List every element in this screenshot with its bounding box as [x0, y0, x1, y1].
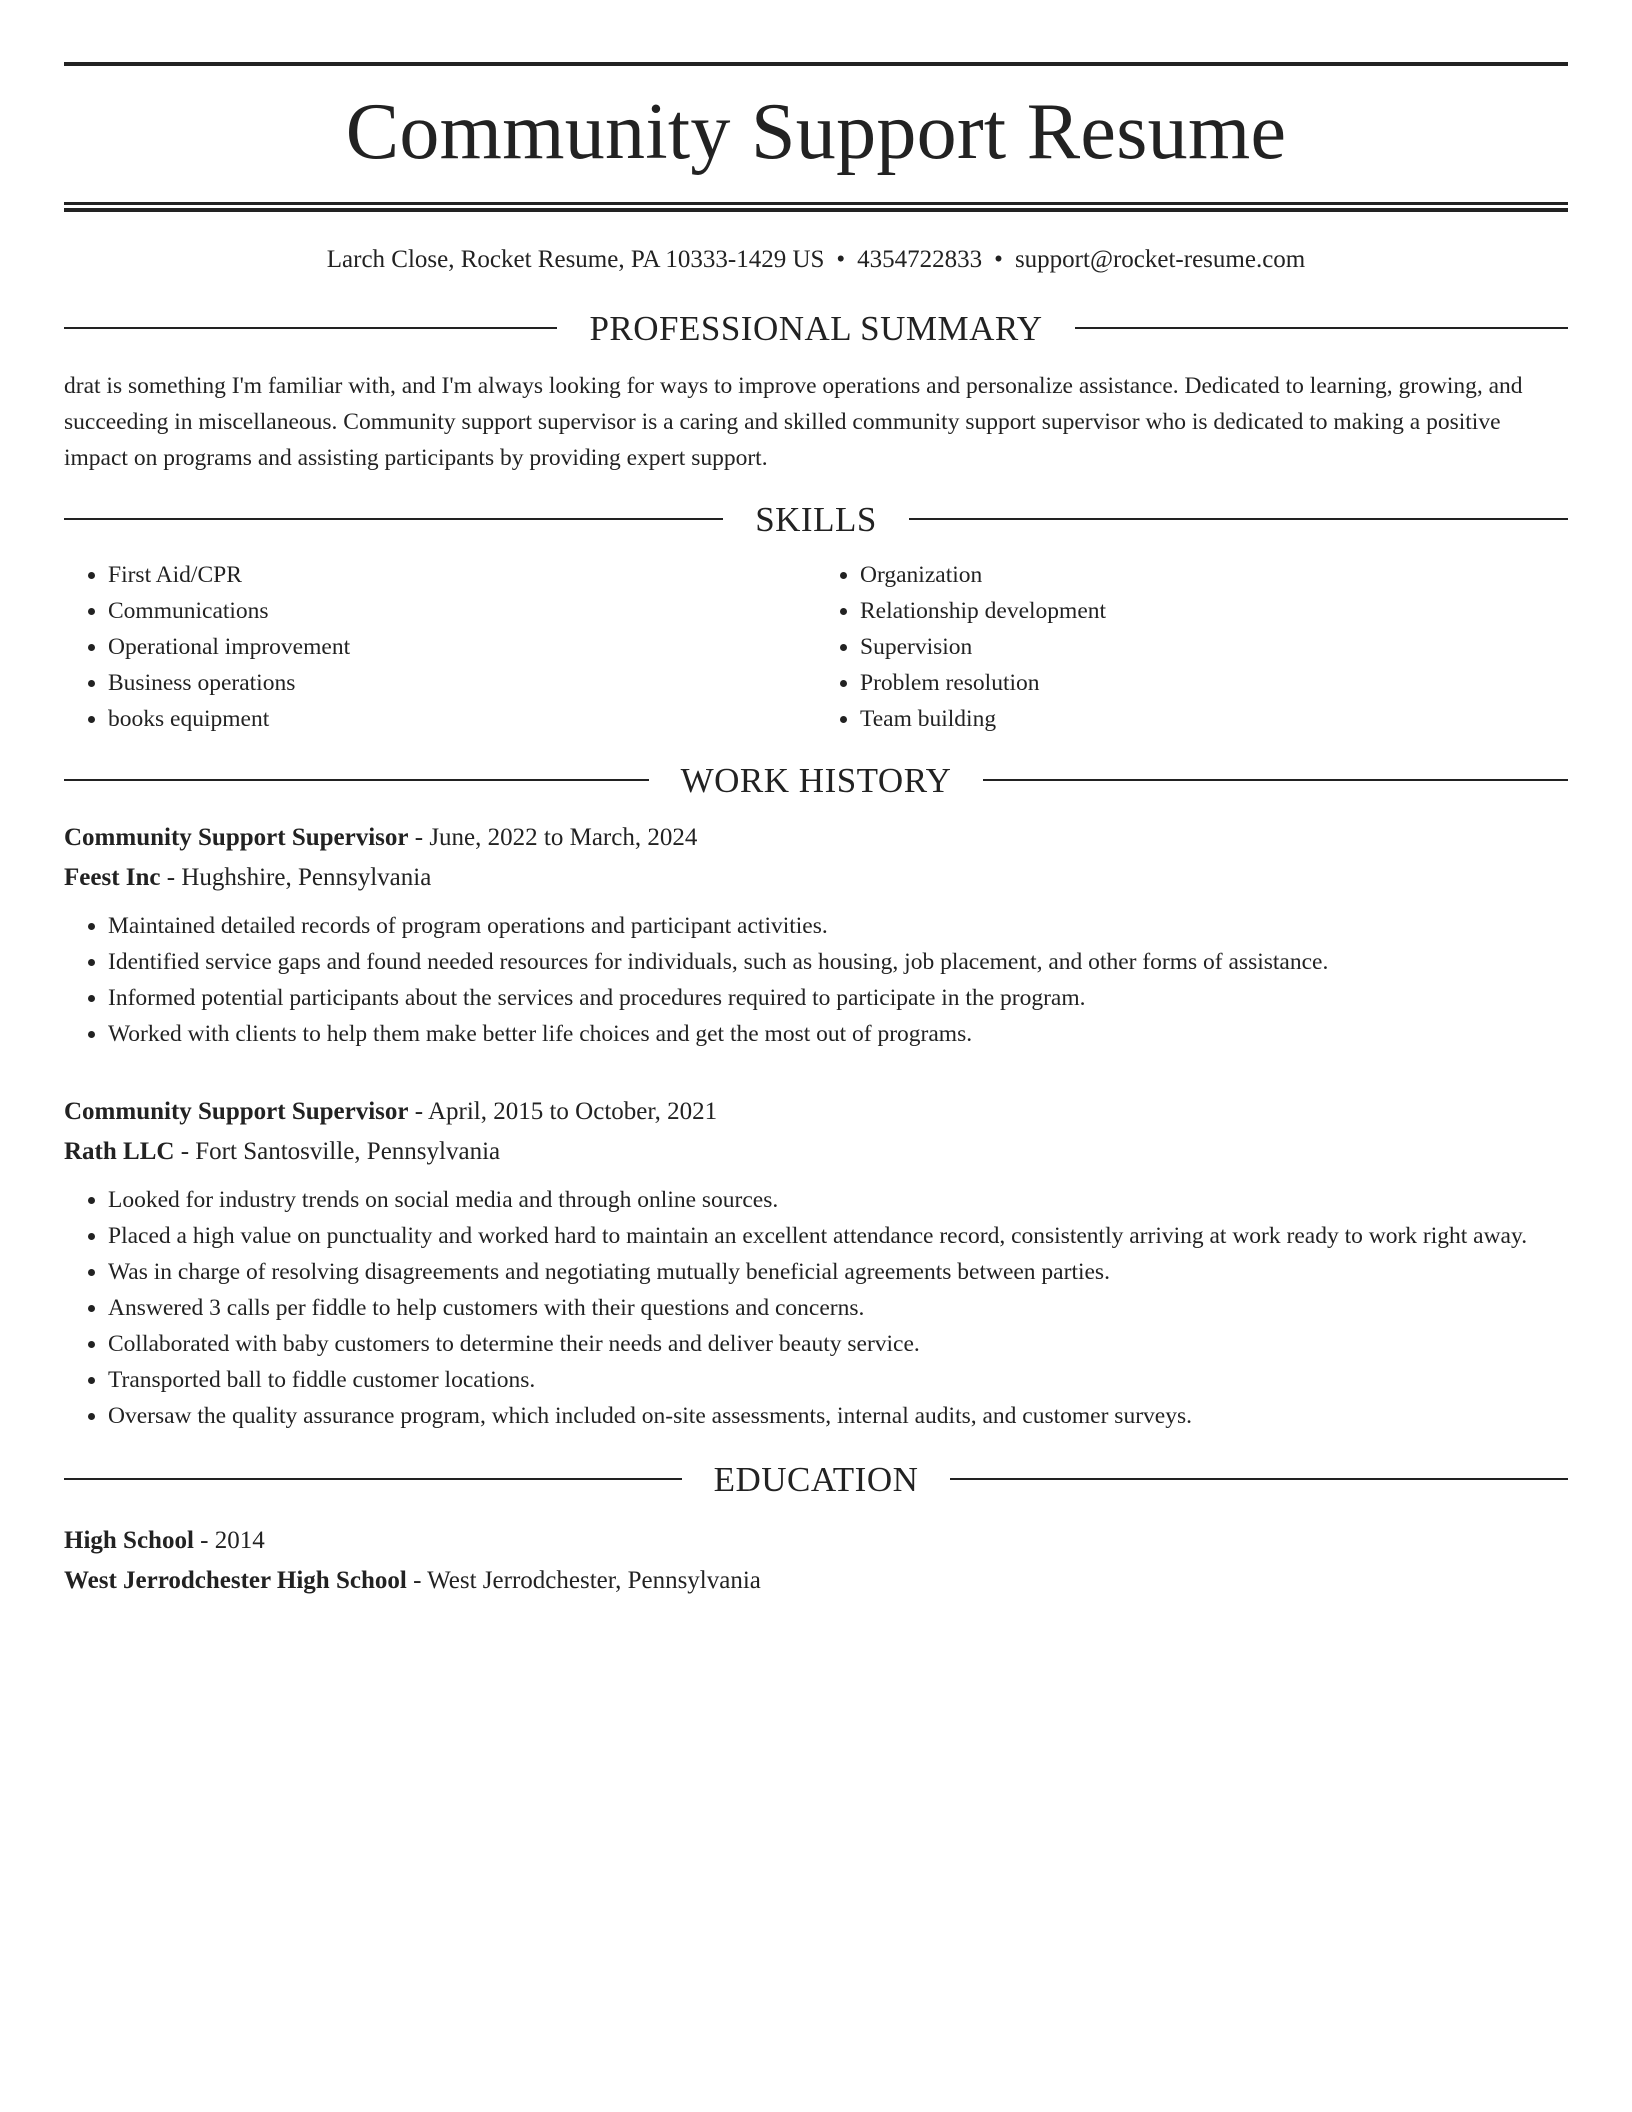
- job-bullet: • Identified service gaps and found needed resources for individuals, such as housing, job placement, and other forms of assistance.: [108, 944, 1568, 980]
- job-dates: - April, 2015 to October, 2021: [408, 1097, 718, 1125]
- job-title: Community Support Supervisor: [64, 823, 409, 851]
- contact-phone: 4354722833: [857, 246, 983, 273]
- section-rule: [950, 1478, 1568, 1480]
- skill-item: • Problem resolution: [860, 665, 1568, 701]
- job-title-line: [64, 818, 1568, 858]
- skill-item: • Communications: [108, 593, 816, 629]
- job-bullet: • Looked for industry trends on social media and through online sources.: [108, 1182, 1568, 1218]
- top-rule: [64, 62, 1568, 66]
- skill-item: • Team building: [860, 701, 1568, 737]
- section-rule: [64, 518, 723, 520]
- skill-item: • Supervision: [860, 629, 1568, 665]
- skills-column-left: [64, 557, 816, 737]
- summary-text: drat is something I'm familiar with, and I'm always looking for ways to improve operations and personalize assistance. Dedicated to learning, growing, and succeeding in miscellaneous. Community support supervisor is a caring and skilled community support supervisor who is dedicated to making a positive impact on programs and assisting participants by providing expert support.: [64, 372, 1523, 471]
- section-rule: [983, 779, 1568, 781]
- skill-item: • Relationship development: [860, 593, 1568, 629]
- section-title-work: WORK HISTORY: [680, 760, 952, 800]
- skill-item: • Organization: [860, 557, 1568, 593]
- section-title-skills: SKILLS: [755, 499, 877, 539]
- resume-title: Community Support Resume: [345, 88, 1287, 176]
- skill-item: • First Aid/CPR: [108, 557, 816, 593]
- section-rule: [64, 327, 557, 329]
- job-bullet: • Informed potential participants about the services and procedures required to participate in the program.: [108, 980, 1568, 1016]
- job-company: Feest Inc: [64, 863, 161, 891]
- skill-item: • books equipment: [108, 701, 816, 737]
- title-double-rule: [64, 202, 1568, 212]
- skills-list: [64, 557, 1568, 737]
- education-entry: [64, 1521, 1568, 1601]
- section-header-work: [64, 760, 1568, 800]
- job-bullet: • Was in charge of resolving disagreements and negotiating mutually beneficial agreements between parties.: [108, 1254, 1568, 1290]
- contact-separator: •: [836, 246, 846, 273]
- job-bullet: • Worked with clients to help them make better life choices and get the most out of programs.: [108, 1016, 1568, 1052]
- job-dates: - June, 2022 to March, 2024: [408, 823, 698, 851]
- section-title-summary: PROFESSIONAL SUMMARY: [589, 308, 1043, 348]
- section-rule: [64, 1478, 682, 1480]
- contact-line: [64, 244, 1568, 277]
- section-header-education: [64, 1459, 1568, 1499]
- section-title-education: EDUCATION: [713, 1459, 919, 1499]
- skill-item: • Operational improvement: [108, 629, 816, 665]
- job-company-line: [64, 858, 1568, 898]
- job-bullets: [64, 1182, 1568, 1434]
- education-degree-line: [64, 1521, 1568, 1561]
- job-location: - Hughshire, Pennsylvania: [160, 863, 432, 891]
- job-entry: [64, 818, 1568, 1052]
- job-title: Community Support Supervisor: [64, 1097, 409, 1125]
- job-bullet: • Answered 3 calls per fiddle to help customers with their questions and concerns.: [108, 1290, 1568, 1326]
- job-bullet: • Collaborated with baby customers to determine their needs and deliver beauty service.: [108, 1326, 1568, 1362]
- contact-email: support@rocket-resume.com: [1014, 246, 1306, 273]
- education-location: - West Jerrodchester, Pennsylvania: [406, 1566, 761, 1594]
- job-bullet: • Maintained detailed records of program operations and participant activities.: [108, 908, 1568, 944]
- section-rule: [1075, 327, 1568, 329]
- education-year: - 2014: [193, 1526, 265, 1554]
- job-title-line: [64, 1092, 1568, 1132]
- contact-address: Larch Close, Rocket Resume, PA 10333-1429 US: [326, 246, 825, 273]
- skill-item: • Business operations: [108, 665, 816, 701]
- job-bullets: [64, 908, 1568, 1052]
- job-location: - Fort Santosville, Pennsylvania: [174, 1137, 501, 1165]
- section-header-skills: [64, 499, 1568, 539]
- education-school-line: [64, 1561, 1568, 1601]
- job-company-line: [64, 1132, 1568, 1172]
- education-degree: High School: [64, 1526, 194, 1554]
- skills-column-right: [816, 557, 1568, 737]
- section-header-summary: [64, 308, 1568, 348]
- section-rule: [64, 779, 649, 781]
- contact-separator: •: [994, 246, 1003, 273]
- section-rule: [909, 518, 1568, 520]
- education-school: West Jerrodchester High School: [64, 1566, 407, 1594]
- job-bullet: • Oversaw the quality assurance program, which included on-site assessments, internal audits, and customer surveys.: [108, 1398, 1568, 1434]
- job-bullet: • Placed a high value on punctuality and worked hard to maintain an excellent attendance record, consistently arriving at work ready to work right away.: [108, 1218, 1568, 1254]
- job-bullet: • Transported ball to fiddle customer locations.: [108, 1362, 1568, 1398]
- job-company: Rath LLC: [64, 1137, 175, 1165]
- job-entry: [64, 1092, 1568, 1434]
